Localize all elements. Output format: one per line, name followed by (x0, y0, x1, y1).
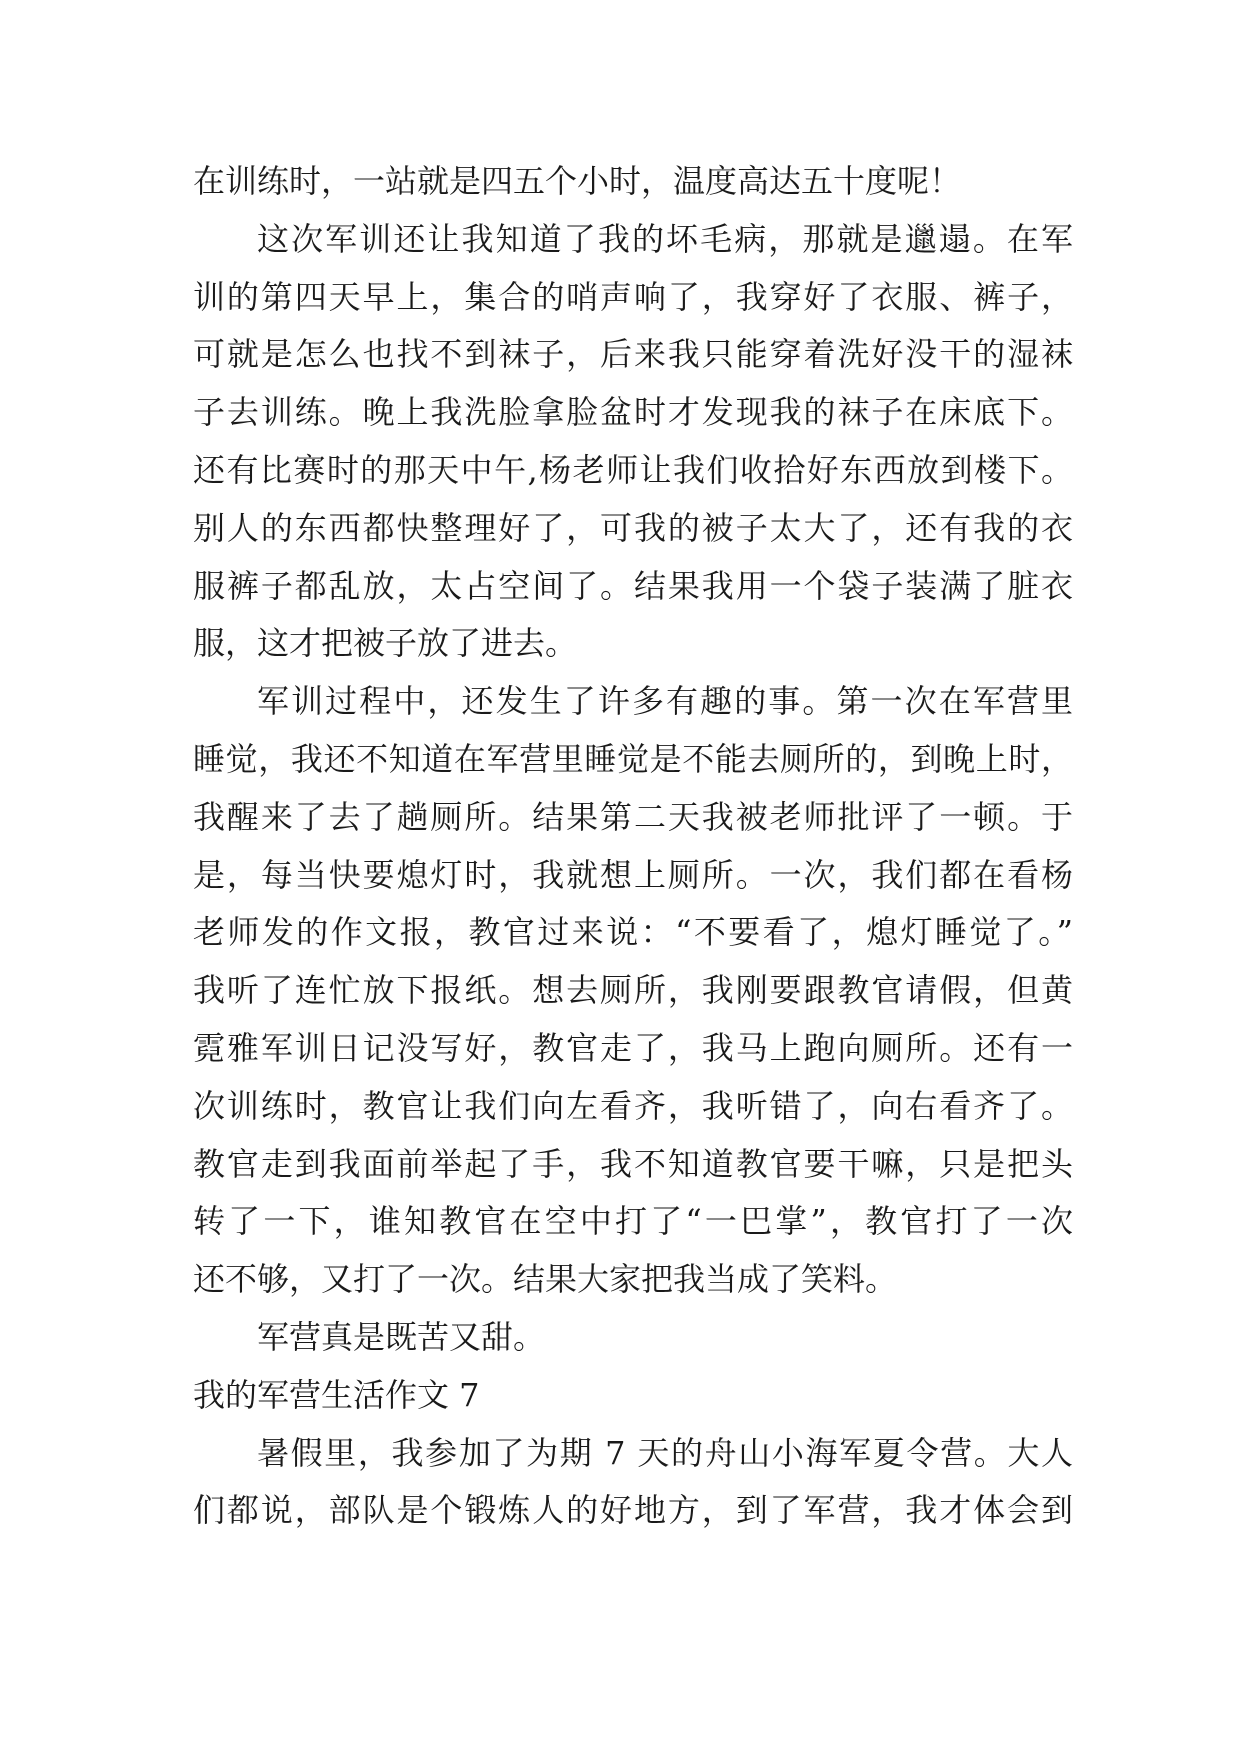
text-line: 我听了连忙放下报纸。想去厕所，我刚要跟教官请假，但黄 (193, 971, 1073, 1010)
text-line: 子去训练。晚上我洗脸拿脸盆时才发现我的袜子在床底下。 (193, 393, 1073, 432)
paragraph-first-line: 暑假里，我参加了为期 7 天的舟山小海军夏令营。大人 (257, 1433, 1073, 1472)
text-line: 次训练时，教官让我们向左看齐，我听错了，向右看齐了。 (193, 1086, 1073, 1125)
document-body (193, 153, 1073, 1540)
text-line: 训的第四天早上，集合的哨声响了，我穿好了衣服、裤子， (193, 277, 1073, 316)
text-line: 可就是怎么也找不到袜子，后来我只能穿着洗好没干的湿袜 (193, 335, 1073, 374)
text-line: 还不够，又打了一次。结果大家把我当成了笑料。 (193, 1260, 898, 1299)
text-line: 在训练时，一站就是四五个小时，温度高达五十度呢！ (193, 162, 962, 200)
paragraph-first-line: 军训过程中，还发生了许多有趣的事。第一次在军营里 (257, 682, 1073, 721)
paragraph-first-line: 这次军训还让我知道了我的坏毛病，那就是邋遢。在军 (257, 219, 1073, 258)
text-line: 教官走到我面前举起了手，我不知道教官要干嘛，只是把头 (193, 1144, 1073, 1183)
paragraph-first-line: 军营真是既苦又甜。 (257, 1317, 546, 1356)
section-heading: 我的军营生活作文 7 (193, 1375, 480, 1414)
text-line: 还有比赛时的那天中午,杨老师让我们收拾好东西放到楼下。 (193, 450, 1073, 489)
text-line: 服裤子都乱放，太占空间了。结果我用一个袋子装满了脏衣 (193, 566, 1073, 605)
text-line: 别人的东西都快整理好了，可我的被子太大了，还有我的衣 (193, 508, 1073, 547)
text-line: 服，这才把被子放了进去。 (193, 624, 578, 663)
text-line: 老师发的作文报，教官过来说：“不要看了，熄灯睡觉了。” (193, 913, 1073, 952)
text-line: 我醒来了去了趟厕所。结果第二天我被老师批评了一顿。于 (193, 797, 1073, 836)
text-line: 是，每当快要熄灯时，我就想上厕所。一次，我们都在看杨 (193, 855, 1073, 894)
text-line: 转了一下，谁知教官在空中打了“一巴掌”，教官打了一次 (193, 1202, 1073, 1241)
text-line: 睡觉，我还不知道在军营里睡觉是不能去厕所的，到晚上时， (193, 739, 1073, 778)
text-line: 们都说，部队是个锻炼人的好地方，到了军营，我才体会到 (193, 1491, 1073, 1530)
text-line: 霓雅军训日记没写好，教官走了，我马上跑向厕所。还有一 (193, 1028, 1073, 1067)
